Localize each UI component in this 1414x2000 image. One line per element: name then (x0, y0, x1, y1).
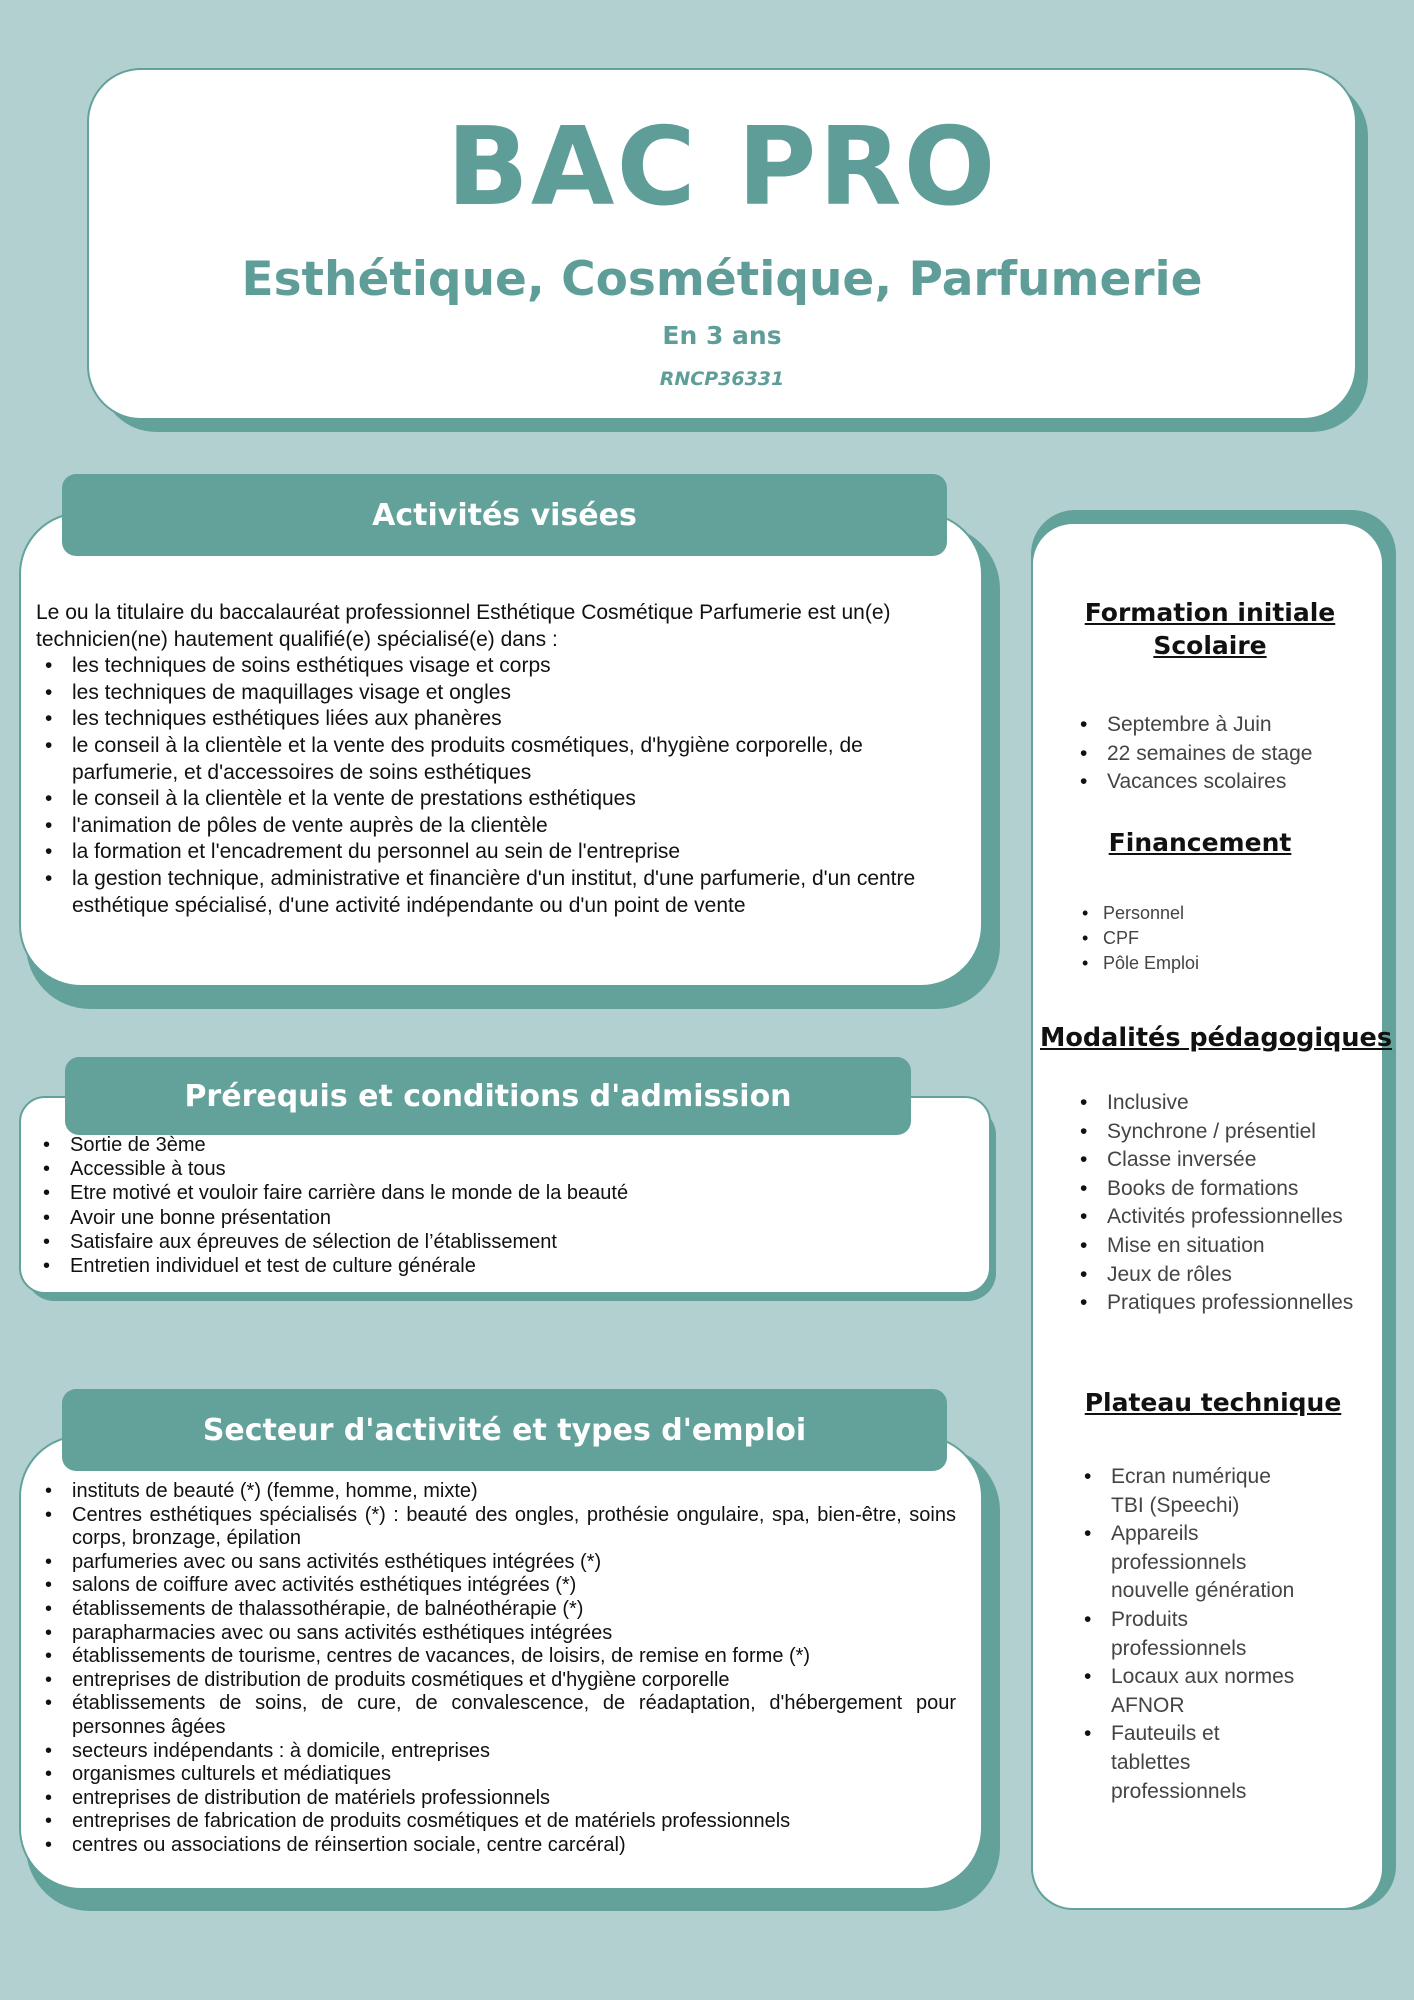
list-item: • l'animation de pôles de vente auprès de la clientèle (36, 813, 971, 840)
list-item: • Mise en situation (1071, 1232, 1381, 1261)
list-item: • Pôle Emploi (1073, 951, 1333, 976)
duration-label: En 3 ans (662, 321, 782, 350)
list-item (1075, 1720, 1375, 1806)
list-item-line: professionnels (1111, 1550, 1247, 1574)
secteur-heading: Secteur d'activité et types d'emploi (62, 1389, 947, 1471)
list-item: • parapharmacies avec ou sans activités esthétiques intégrées (36, 1622, 956, 1646)
list-item: • secteurs indépendants : à domicile, entreprises (36, 1740, 956, 1764)
list-item-line: • Appareils (1111, 1522, 1199, 1546)
financement-list (1073, 901, 1333, 976)
list-item: • établissements de soins, de cure, de convalescence, de réadaptation, d'hébergement pour personnes âgées (36, 1692, 956, 1739)
list-item: • Jeux de rôles (1071, 1261, 1381, 1290)
list-item: • Books de formations (1071, 1175, 1381, 1204)
list-item: • Vacances scolaires (1071, 768, 1371, 797)
list-item-line: AFNOR (1111, 1693, 1185, 1717)
list-item: • Inclusive (1071, 1089, 1381, 1118)
list-item-line: professionnels (1111, 1636, 1247, 1660)
plateau-list (1075, 1463, 1375, 1806)
list-item (1075, 1463, 1375, 1520)
list-item: • Accessible à tous (34, 1157, 984, 1181)
list-item: • la gestion technique, administrative et financière d'un institut, d'une parfumerie, d'un centre esthétique spécialisé, d'une activité indépendante ou d'un point de vente (36, 866, 971, 919)
list-item-line: professionnels (1111, 1779, 1247, 1803)
list-item: • Etre motivé et vouloir faire carrière dans le monde de la beauté (34, 1181, 984, 1205)
list-item-line: TBI (Speechi) (1111, 1493, 1240, 1517)
list-item: • Sortie de 3ème (34, 1133, 984, 1157)
prerequis-list (34, 1133, 984, 1278)
plateau-title: Plateau technique (1084, 1388, 1342, 1417)
list-item: • la formation et l'encadrement du personnel au sein de l'entreprise (36, 839, 971, 866)
list-item-line: • Ecran numérique (1111, 1465, 1271, 1488)
activites-intro: Le ou la titulaire du baccalauréat professionnel Esthétique Cosmétique Parfumerie est un(e) technicien(ne) hautement qualifié(e) spécialisé(e) dans : (36, 601, 891, 651)
list-item: • entreprises de distribution de produits cosmétiques et d'hygiène corporelle (36, 1669, 956, 1693)
list-item (1075, 1520, 1375, 1606)
list-item: • Centres esthétiques spécialisés (*) : beauté des ongles, prothésie ongulaire, spa, bien-être, soins corps, bronzage, épilation (36, 1504, 956, 1551)
list-item: • établissements de thalassothérapie, de balnéothérapie (*) (36, 1598, 956, 1622)
list-item (1075, 1663, 1375, 1720)
list-item: • Satisfaire aux épreuves de sélection de l’établissement (34, 1230, 984, 1254)
prerequis-heading: Prérequis et conditions d'admission (65, 1057, 911, 1135)
formation-list (1071, 711, 1371, 797)
formation-title-line: Scolaire (1153, 631, 1267, 660)
list-item: • Personnel (1073, 901, 1333, 926)
list-item: • les techniques de maquillages visage et ongles (36, 680, 971, 707)
list-item: • les techniques esthétiques liées aux phanères (36, 706, 971, 733)
list-item: • parfumeries avec ou sans activités esthétiques intégrées (*) (36, 1551, 956, 1575)
list-item: • 22 semaines de stage (1071, 740, 1371, 769)
page-subtitle: Esthétique, Cosmétique, Parfumerie (241, 252, 1203, 307)
list-item-line: • Locaux aux normes (1111, 1665, 1295, 1689)
list-item: • Classe inversée (1071, 1146, 1381, 1175)
list-item: • salons de coiffure avec activités esthétiques intégrées (*) (36, 1574, 956, 1598)
list-item: • entreprises de distribution de matériels professionnels (36, 1787, 956, 1811)
list-item-line: • Produits (1111, 1607, 1189, 1631)
list-item: • instituts de beauté (*) (femme, homme, mixte) (36, 1480, 956, 1504)
list-item-line: • Fauteuils et (1111, 1722, 1220, 1746)
activites-list (36, 653, 971, 919)
list-item: • entreprises de fabrication de produits cosmétiques et de matériels professionnels (36, 1810, 956, 1834)
modalites-title: Modalités pédagogiques (1040, 1023, 1393, 1053)
list-item-line: nouvelle génération (1111, 1579, 1295, 1603)
secteur-list (36, 1480, 956, 1858)
list-item: • le conseil à la clientèle et la vente des produits cosmétiques, d'hygiène corporelle, de parfumerie, et d'accessoires de soins esthétiques (36, 733, 971, 786)
list-item: • le conseil à la clientèle et la vente de prestations esthétiques (36, 786, 971, 813)
list-item (1075, 1606, 1375, 1663)
list-item: • Entretien individuel et test de culture générale (34, 1254, 984, 1278)
modalites-list (1071, 1089, 1381, 1318)
formation-title (1050, 596, 1370, 662)
list-item: • centres ou associations de réinsertion sociale, centre carcéral) (36, 1834, 956, 1858)
financement-title: Financement (1108, 828, 1292, 857)
list-item: • Activités professionnelles (1071, 1203, 1381, 1232)
list-item: • établissements de tourisme, centres de vacances, de loisirs, de remise en forme (*) (36, 1645, 956, 1669)
header-card (87, 68, 1357, 420)
rncp-code: RNCP36331 (659, 368, 785, 390)
list-item: • Avoir une bonne présentation (34, 1206, 984, 1230)
list-item: • les techniques de soins esthétiques visage et corps (36, 653, 971, 680)
list-item: • organismes culturels et médiatiques (36, 1763, 956, 1787)
list-item: • Septembre à Juin (1071, 711, 1371, 740)
list-item: • Synchrone / présentiel (1071, 1118, 1381, 1147)
activites-content (36, 600, 971, 919)
formation-title-line: Formation initiale (1084, 598, 1336, 627)
list-item: • CPF (1073, 926, 1333, 951)
activites-heading: Activités visées (62, 474, 947, 556)
list-item-line: tablettes (1111, 1750, 1191, 1774)
list-item: • Pratiques professionnelles (1071, 1289, 1381, 1318)
page-title: BAC PRO (446, 105, 998, 230)
